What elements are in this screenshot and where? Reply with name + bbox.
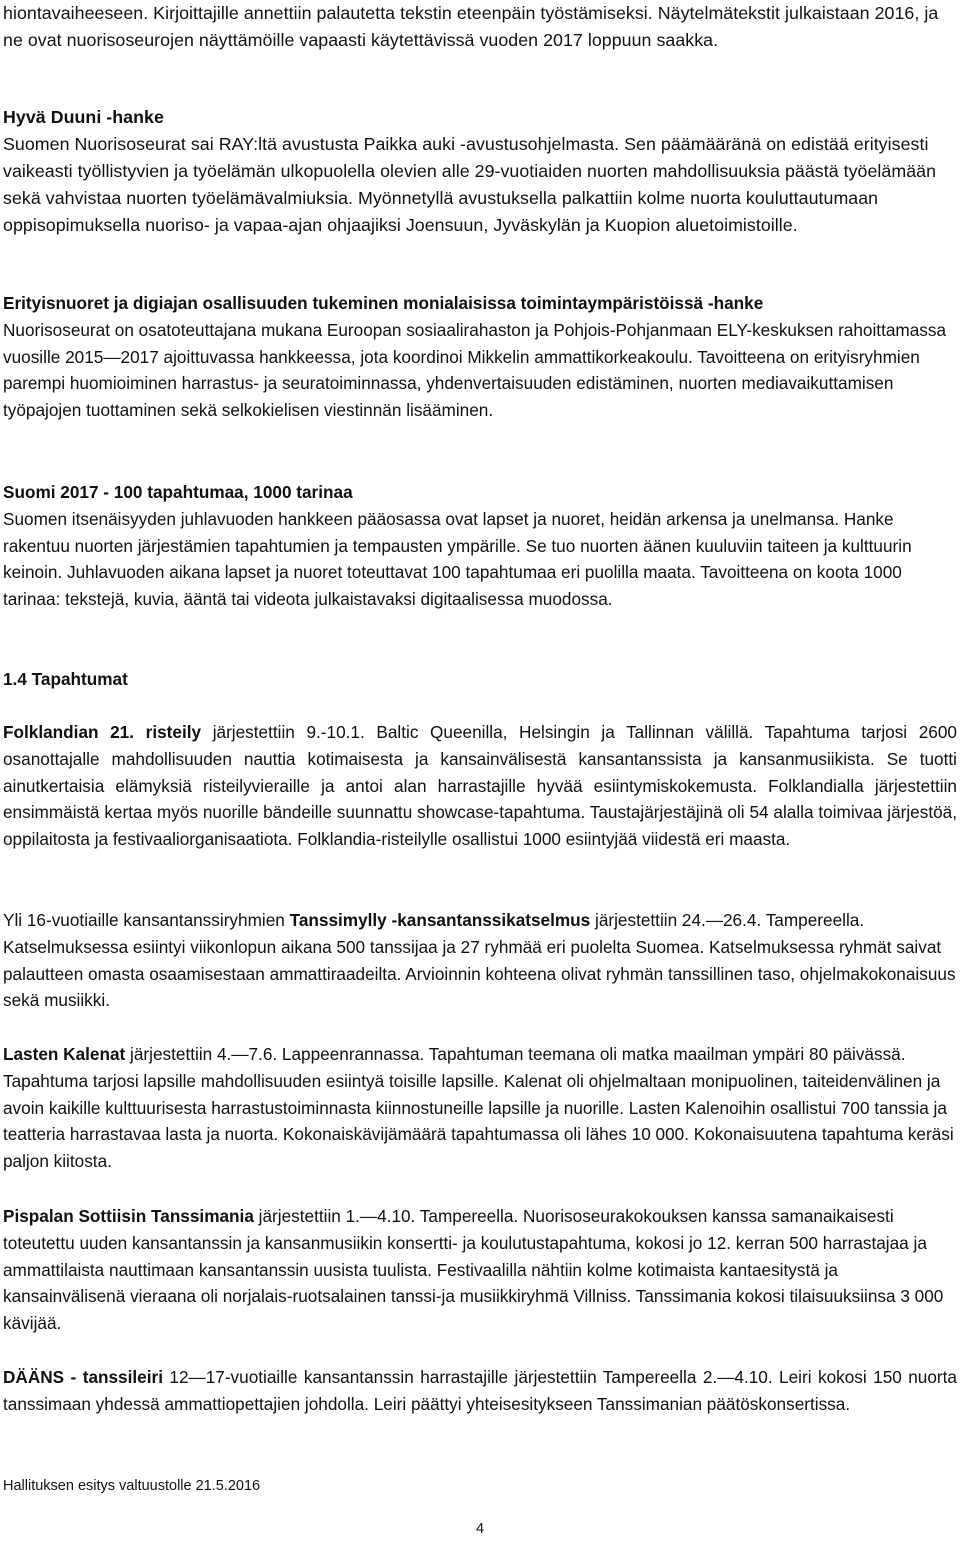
tanssimania-body: järjestettiin 1.—4.10. Tampereella. Nuorisoseurakokouksen kanssa samanaikaisesti toteutettu uuden kansantanssin ja kansanmusiikin konsertti- ja koulutustapahtuma, kokosi jo 12. kerran 500 harrastajaa ja ammattilaista nauttimaan kansantanssin uusista tuulista. Festivaalilla nähtiin kolme kotimaista kantaesitystä ja kansainvälisenä vieraana oli norjalais-ruotsalainen tanssi-ja musiikkiryhmä Villniss. Tanssimania kokosi tilaisuuksiinsa 3 000 kävijää.	[3, 1206, 944, 1334]
lasten-kalenat-paragraph	[3, 1041, 957, 1175]
tanssimylly-paragraph	[3, 907, 957, 1014]
suomi2017-section	[3, 479, 957, 613]
folklandia-body: järjestettiin 9.-10.1. Baltic Queenilla, Helsingin ja Tallinnan välillä. Tapahtuma tarjosi 2600 osanottajalle mahdollisuuden nauttia kotimaisesta ja kansainvälisestä kansantanssista ja kansanmusiikista. Se tuotti ainutkertaisia elämyksiä risteilyvieraille ja antoi alan harrastajille hyvää esiintymiskokemusta. Folklandialla järjestettiin ensimmäistä kertaa myös nuorille bändeille suunnattu showcase-tapahtuma. Taustajärjestäjinä oli 54 alalla toimivaa järjestöä, oppilaitosta ja festivaaliorganisaatiota. Folklandia-risteilylle osallistui 1000 esiintyjää viidestä eri maasta.	[3, 722, 957, 850]
suomi2017-body: Suomen itsenäisyyden juhlavuoden hankkeen pääosassa ovat lapset ja nuoret, heidän arkensa ja unelmansa. Hanke rakentuu nuorten järjestämien tapahtumien ja tempausten ympärille. Se tuo nuorten äänen kuuluviin taiteen ja kulttuurin keinoin. Juhlavuoden aikana lapset ja nuoret toteuttavat 100 tapahtumaa eri puolilla maata. Tavoitteena on koota 1000 tarinaa: tekstejä, kuvia, ääntä tai videota julkaistavaksi digitaalisessa muodossa.	[3, 508, 912, 610]
page-number: 4	[475, 1521, 485, 1537]
section-heading: 1.4 Tapahtumat	[3, 669, 128, 689]
hyva-duuni-body: Suomen Nuorisoseurat sai RAY:ltä avustusta Paikka auki -avustusohjelmasta. Sen päämääränä on edistää erityisesti vaikeasti työllistyvien ja työelämän ulkopuolella olevien alle 29-vuotiaiden nuorten mahdollisuuksia päästä työelämään sekä vahvistaa nuorten työelämävalmiuksia. Myönnetyllä avustuksella palkattiin kolme nuorta kouluttautumaan oppisopimuksella nuoriso- ja vapaa-ajan ohjaajiksi Joensuun, Jyväskylän ja Kuopion aluetoimistoille.	[3, 134, 937, 235]
daans-body: 12—17-vuotiaille kansantanssin harrastajille järjestettiin Tampereella 2.—4.10. Leiri kokosi 150 nuorta tanssimaan yhdessä ammattiopettajien johdolla. Leiri päättyi yhteisesitykseen Tanssimanian päätöskonsertissa.	[3, 1367, 957, 1414]
tanssimania-name: Pispalan Sottiisin Tanssimania	[3, 1206, 254, 1226]
daans-name: DÄÄNS - tanssileiri	[3, 1367, 163, 1387]
lasten-kalenat-name: Lasten Kalenat	[3, 1044, 126, 1064]
page-footer: Hallituksen esitys valtuustolle 21.5.2016	[3, 1478, 261, 1494]
tanssimylly-body: järjestettiin 24.—26.4. Tampereella. Katselmuksessa esiintyi viikonlopun aikana 500 tanssijaa ja 27 ryhmää eri puolelta Suomea. Katselmuksessa ryhmät saivat palautteen omasta osaamisestaan ammattiraadeilta. Arvioinnin kohteena olivat ryhmän tanssillinen taso, ohjelmakokonaisuus sekä musiikki.	[3, 910, 956, 1011]
folklandia-name: Folklandian 21. risteily	[3, 722, 202, 742]
tanssimylly-name: Tanssimylly -kansantanssikatselmus	[289, 910, 591, 930]
folklandia-paragraph	[3, 719, 957, 853]
hyva-duuni-section	[3, 104, 957, 239]
intro-paragraph: hiontavaiheeseen. Kirjoittajille annettiin palautetta tekstin eteenpäin työstämiseksi. Näytelmätekstit julkaistaan 2016, ja ne ovat nuorisoseurojen näyttämöille vapaasti käytettävissä vuoden 2017 loppuun saakka.	[3, 3, 939, 50]
daans-paragraph	[3, 1364, 957, 1418]
lasten-kalenat-body: järjestettiin 4.—7.6. Lappeenrannassa. Tapahtuman teemana oli matka maailman ympäri 80 päivässä. Tapahtuma tarjosi lapsille mahdollisuuden esiintyä toisille lapsille. Kalenat oli ohjelmaltaan monipuolinen, taiteidenvälinen ja avoin kaikille kulttuurisesta harrastustoiminnasta kiinnostuneille lapsille ja nuorille. Lasten Kalenoihin osallistui 700 tanssia ja teatteria harrastavaa lasta ja nuorta. Kokonaiskävijämäärä tapahtumassa oli lähes 10 000. Kokonaisuutena tapahtuma keräsi paljon kiitosta.	[3, 1044, 954, 1172]
erityisnuoret-title: Erityisnuoret ja digiajan osallisuuden tukeminen monialaisissa toimintaympäristöissä -hanke	[3, 293, 764, 313]
tanssimania-paragraph	[3, 1203, 957, 1337]
suomi2017-title: Suomi 2017 - 100 tapahtumaa, 1000 tarinaa	[3, 482, 353, 502]
hyva-duuni-title: Hyvä Duuni -hanke	[3, 107, 164, 127]
erityisnuoret-section	[3, 290, 957, 424]
erityisnuoret-body: Nuorisoseurat on osatoteuttajana mukana Euroopan sosiaalirahaston ja Pohjois-Pohjanmaan ELY-keskuksen rahoittamassa vuosille 2015—2017 ajoittuvassa hankkeessa, jota koordinoi Mikkelin ammattikorkeakoulu. Tavoitteena on erityisryhmien parempi huomioiminen harrastus- ja seuratoiminnassa, yhdenvertaisuuden edistäminen, nuorten mediavaikuttamisen työpajojen tuottaminen sekä selkokielisen viestinnän lisääminen.	[3, 319, 947, 421]
tanssimylly-pre: Yli 16-vuotiaille kansantanssiryhmien	[3, 910, 290, 930]
